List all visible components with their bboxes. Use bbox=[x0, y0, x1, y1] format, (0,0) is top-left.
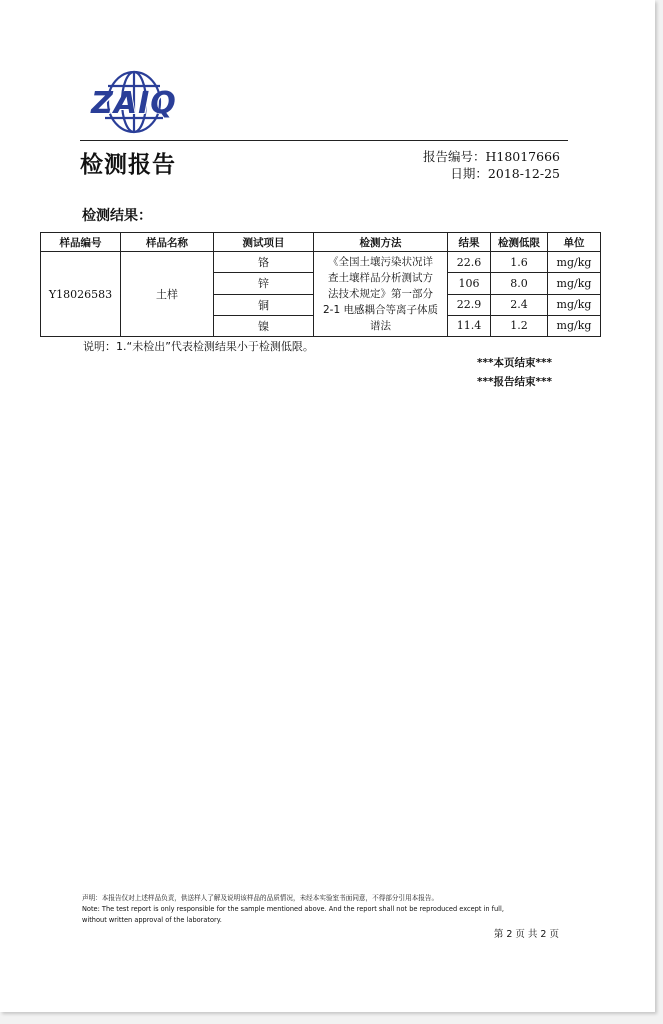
result-cell: 22.9 bbox=[448, 294, 491, 315]
report-meta bbox=[423, 148, 560, 182]
table-header-row bbox=[41, 233, 601, 252]
page-title: 检测报告 bbox=[80, 152, 176, 178]
column-header: 样品名称 bbox=[121, 233, 214, 252]
limit-cell: 1.2 bbox=[491, 315, 548, 336]
end-of-page-marker: ***本页结束*** bbox=[477, 357, 552, 369]
header-divider bbox=[80, 140, 568, 141]
company-logo bbox=[78, 68, 190, 136]
report-date-label: 日期： bbox=[450, 166, 488, 181]
sample-id-cell: Y18026583 bbox=[41, 252, 121, 337]
unit-cell: mg/kg bbox=[548, 294, 601, 315]
disclaimer-cn: 声明：本报告仅对上述样品负责，供送样人了解及说明该样品的品质情况，未经本实验室书面同意，不得部分引用本报告。 bbox=[82, 894, 439, 902]
result-cell: 22.6 bbox=[448, 252, 491, 273]
column-header: 单位 bbox=[548, 233, 601, 252]
limit-cell: 8.0 bbox=[491, 273, 548, 294]
column-header: 结果 bbox=[448, 233, 491, 252]
test-item-cell: 镍 bbox=[214, 315, 314, 336]
limit-cell: 1.6 bbox=[491, 252, 548, 273]
logo-wordmark: ZAIQ bbox=[91, 86, 177, 121]
table-row bbox=[41, 252, 601, 273]
method-line: 谱法 bbox=[370, 320, 391, 332]
results-table bbox=[40, 232, 601, 337]
end-of-report-marker: ***报告结束*** bbox=[477, 376, 552, 388]
test-item-cell: 锌 bbox=[214, 273, 314, 294]
column-header: 检测低限 bbox=[491, 233, 548, 252]
section-title: 检测结果： bbox=[82, 208, 152, 224]
report-number: H18017666 bbox=[485, 149, 560, 164]
column-header: 测试项目 bbox=[214, 233, 314, 252]
result-cell: 11.4 bbox=[448, 315, 491, 336]
test-item-cell: 铬 bbox=[214, 252, 314, 273]
report-number-line bbox=[423, 148, 560, 165]
disclaimer-en-line: without written approval of the laboratory. bbox=[82, 916, 222, 924]
disclaimer bbox=[82, 893, 562, 926]
method-line: 2-1 电感耦合等离子体质 bbox=[323, 304, 438, 316]
report-number-label: 报告编号： bbox=[422, 149, 486, 164]
method-cell bbox=[314, 252, 448, 337]
page-number: 第 2 页 共 2 页 bbox=[493, 929, 559, 940]
sample-name-cell: 土样 bbox=[121, 252, 214, 337]
unit-cell: mg/kg bbox=[548, 315, 601, 336]
disclaimer-en-line: Note: The test report is only responsible for the sample mentioned above. And the report shall not be reproduced except in full, bbox=[82, 905, 504, 913]
table-note: 说明：1.“未检出”代表检测结果小于检测低限。 bbox=[83, 340, 314, 353]
unit-cell: mg/kg bbox=[548, 252, 601, 273]
report-date: 2018-12-25 bbox=[487, 166, 560, 181]
report-date-line bbox=[423, 165, 560, 182]
unit-cell: mg/kg bbox=[548, 273, 601, 294]
method-line: 法技术规定》第一部分 bbox=[328, 288, 433, 300]
method-line: 《全国土壤污染状况详 bbox=[328, 256, 433, 268]
method-line: 查土壤样品分析测试方 bbox=[328, 272, 433, 284]
result-cell: 106 bbox=[448, 273, 491, 294]
test-item-cell: 铜 bbox=[214, 294, 314, 315]
limit-cell: 2.4 bbox=[491, 294, 548, 315]
column-header: 检测方法 bbox=[314, 233, 448, 252]
column-header: 样品编号 bbox=[41, 233, 121, 252]
